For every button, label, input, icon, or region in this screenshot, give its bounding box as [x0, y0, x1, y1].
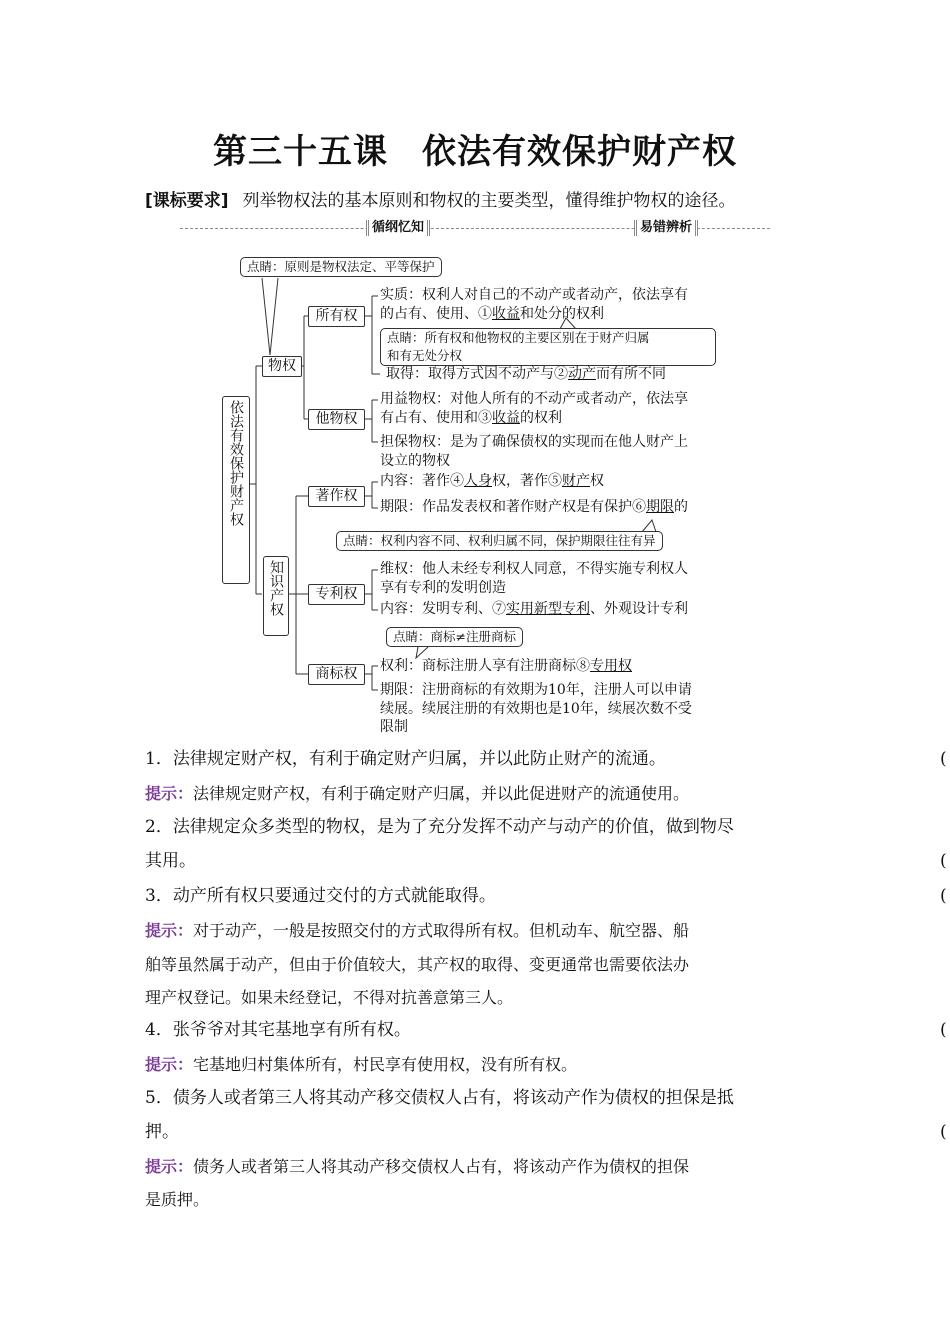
- hint-3-line1: 提示：对于动产，一般是按照交付的方式取得所有权。但机动车、航空器、船: [145, 921, 690, 940]
- shangbiao-term-line1: 期限：注册商标的有效期为10年，注册人可以申请: [380, 682, 692, 698]
- mindmap-root-label: 依法有效保护财产权: [228, 400, 244, 526]
- hint-5-line2: 是质押。: [145, 1190, 210, 1209]
- answer-paren-4: (: [940, 1020, 947, 1040]
- question-2-line1: 2．法律规定众多类型的物权，是为了充分发挥不动产与动产的价值，做到物尽: [145, 817, 734, 837]
- zhuanli-maintain-line1: 维权：他人未经专利权人同意，不得实施专利权人: [380, 561, 688, 577]
- hint-1: 提示：法律规定财产权，有利于确定财产归属，并以此促进财产的流通使用。: [145, 784, 690, 803]
- callout-principle: 点睛：原则是物权法定、平等保护: [240, 257, 442, 277]
- question-2-line2: 其用。: [145, 851, 196, 871]
- shangbiao-right: 权利：商标注册人享有注册商标⑧专用权: [380, 658, 632, 674]
- requirement-text: 列举物权法的基本原则和物权的主要类型，懂得维护物权的途径。: [242, 191, 736, 211]
- requirement-label: [课标要求]: [145, 191, 229, 211]
- callout-suoyou: 点睛：所有权和他物权的主要区别在于财产归属 和有无处分权: [380, 328, 716, 366]
- section-label-errors: 易错辨析: [634, 220, 698, 236]
- node-zhishichanquan: [263, 556, 289, 636]
- node-suoyouquan: 所有权: [308, 306, 365, 327]
- question-5-line1: 5．债务人或者第三人将其动产移交债权人占有，将该动产作为债权的担保是抵: [145, 1088, 734, 1108]
- shangbiao-term-line3: 限制: [380, 719, 408, 735]
- answer-paren-1: (: [940, 749, 947, 769]
- answer-paren-2: (: [940, 851, 947, 871]
- question-5-line2: 押。: [145, 1122, 179, 1142]
- page-title: 第三十五课 依法有效保护财产权: [213, 132, 737, 172]
- answer-paren-3: (: [940, 886, 947, 906]
- zhuanli-maintain-line2: 享有专利的发明创造: [380, 580, 506, 596]
- hint-3-line2: 舶等虽然属于动产，但由于价值较大，其产权的取得、变更通常也需要依法办: [145, 955, 690, 974]
- section-label-review: 循纲忆知: [366, 220, 430, 236]
- yongyi-line1: 用益物权：对他人所有的不动产或者动产，依法享: [380, 391, 688, 407]
- zhishi-label: 知识产权: [268, 560, 284, 616]
- zhuzuo-content: 内容：著作④人身权，著作⑤财产权: [380, 473, 604, 489]
- callout-shangbiao: 点睛：商标≠注册商标: [386, 627, 523, 647]
- zhuanli-content: 内容：发明专利、⑦实用新型专利、外观设计专利: [380, 601, 688, 617]
- hint-5-line1: 提示：债务人或者第三人将其动产移交债权人占有，将该动产作为债权的担保: [145, 1157, 690, 1176]
- node-zhuzuoquan: 著作权: [308, 486, 365, 507]
- question-3: 3．动产所有权只要通过交付的方式就能取得。: [145, 886, 496, 906]
- suoyou-essence-line2: 的占有、使用、①收益和处分的权利: [380, 306, 604, 322]
- node-zhuanliquan: 专利权: [308, 584, 365, 605]
- callout-zhuzuo: 点睛：权利内容不同、权利归属不同，保护期限往往有异: [336, 531, 663, 551]
- mindmap-root: [222, 396, 250, 584]
- answer-paren-5: (: [940, 1122, 947, 1142]
- suoyou-essence-line1: 实质：权利人对自己的不动产或者动产，依法享有: [380, 287, 688, 303]
- danbao-line2: 设立的物权: [380, 453, 450, 469]
- yongyi-line2: 有占有、使用和③收益的权利: [380, 410, 562, 426]
- node-tawuquan: 他物权: [308, 409, 365, 430]
- danbao-line1: 担保物权：是为了确保债权的实现而在他人财产上: [380, 434, 688, 450]
- node-shangbiaoquan: 商标权: [308, 664, 365, 685]
- hint-4: 提示：宅基地归村集体所有，村民享有使用权，没有所有权。: [145, 1055, 578, 1074]
- question-1: 1．法律规定财产权，有利于确定财产归属，并以此防止财产的流通。: [145, 749, 666, 769]
- question-4: 4．张爷爷对其宅基地享有所有权。: [145, 1020, 411, 1040]
- node-wuquan: 物权: [262, 356, 302, 377]
- zhuzuo-term: 期限：作品发表权和著作财产权是有保护⑥期限的: [380, 499, 688, 515]
- suoyou-obtain: 取得：取得方式因不动产与②动产而有所不同: [386, 366, 666, 382]
- hint-3-line3: 理产权登记。如果未经登记，不得对抗善意第三人。: [145, 988, 514, 1007]
- shangbiao-term-line2: 续展。续展注册的有效期也是10年，续展次数不受: [380, 701, 692, 717]
